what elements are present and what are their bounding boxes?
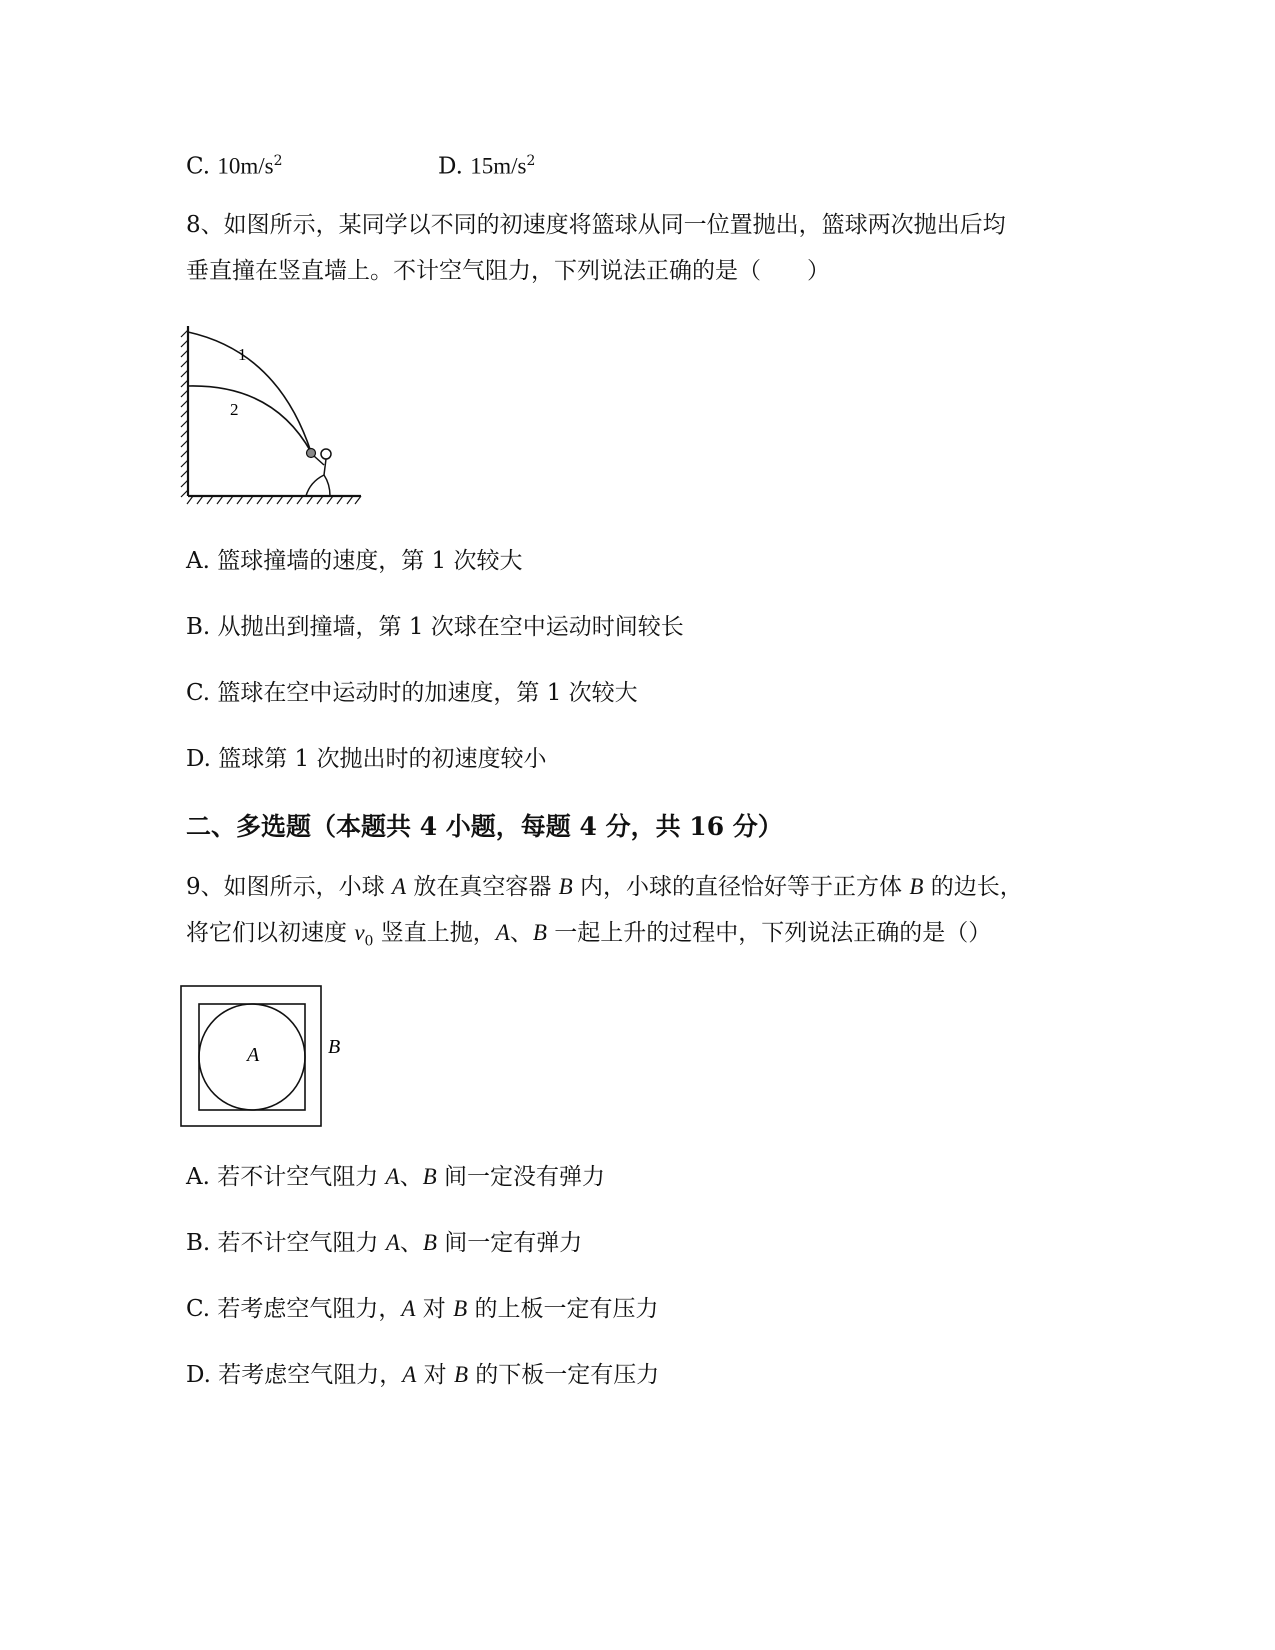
- q9-stem-line1: 9、如图所示，小球 A 放在真空容器 B 内，小球的直径恰好等于正方体 B 的边长，: [186, 874, 1023, 900]
- ball-label: A: [247, 1044, 260, 1066]
- q8-stem-line1: 8、如图所示，某同学以不同的初速度将篮球从同一位置抛出，篮球两次抛出后均: [186, 212, 1006, 238]
- q9-option-d: D. 若考虑空气阻力，A 对 B 的下板一定有压力: [186, 1362, 660, 1388]
- q9-option-a: A. 若不计空气阻力 A、B 间一定没有弹力: [186, 1164, 605, 1190]
- section-heading: 二、多选题（本题共 4 小题，每题 4 分，共 16 分）: [186, 812, 783, 841]
- q8-option-d: D. 篮球第 1 次抛出时的初速度较小: [186, 746, 547, 772]
- option-c-value: 10m/s: [217, 153, 274, 179]
- q9-figure: [180, 985, 355, 1130]
- trajectory-1-label: 1: [238, 345, 247, 364]
- box-label: B: [328, 1036, 341, 1058]
- q8-option-c: C. 篮球在空中运动时的加速度，第 1 次较大: [186, 680, 638, 706]
- option-d-exponent: 2: [526, 153, 536, 169]
- trajectory-2: [188, 386, 311, 452]
- option-c-prev: [186, 146, 283, 182]
- trajectory-2-label: 2: [230, 400, 239, 419]
- option-d-value: 15m/s: [470, 153, 527, 179]
- option-d-label: D.: [438, 153, 471, 180]
- q9-stem-line2: 将它们以初速度 $v_0$ 竖直上抛，A、B 一起上升的过程中，下列说法正确的是（）: [186, 920, 992, 950]
- q8-option-b: B. 从抛出到撞墙，第 1 次球在空中运动时间较长: [186, 614, 684, 640]
- option-c-exponent: 2: [273, 153, 283, 169]
- q9-option-c: C. 若考虑空气阻力，A 对 B 的上板一定有压力: [186, 1296, 659, 1322]
- ground-hatch: [187, 496, 361, 504]
- option-d-prev: [438, 146, 535, 182]
- trajectory-1: [188, 332, 311, 452]
- option-c-label: C.: [186, 153, 218, 180]
- q9-option-b: B. 若不计空气阻力 A、B 间一定有弹力: [186, 1230, 583, 1256]
- q8-stem-line2: 垂直撞在竖直墙上。不计空气阻力，下列说法正确的是（ ）: [186, 258, 830, 284]
- q8-option-a: A. 篮球撞墙的速度，第 1 次较大: [186, 548, 523, 574]
- q8-figure: [178, 322, 368, 512]
